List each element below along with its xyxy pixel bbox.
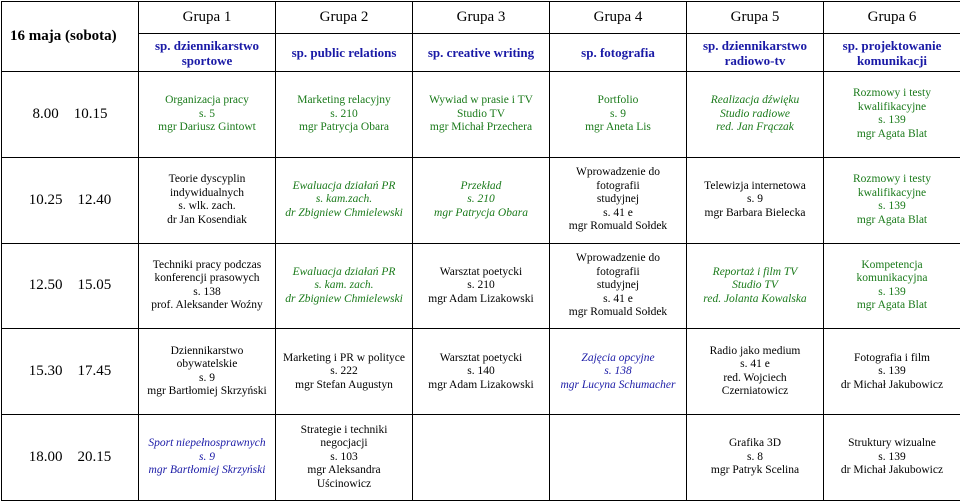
class-cell-group-1 (139, 72, 276, 158)
class-cell-line: red. Wojciech (691, 372, 819, 386)
class-cell-line: s. 9 (143, 451, 271, 465)
class-cell-line: mgr Adam Lizakowski (417, 293, 545, 307)
class-cell-line: mgr Patrycja Obara (417, 207, 545, 221)
class-cell-line: mgr Romuald Sołdek (554, 220, 682, 234)
specialization-line: sp. projektowanie (828, 38, 956, 53)
class-cell-line: s. 139 (828, 451, 956, 465)
class-cell-line: mgr Aneta Lis (554, 121, 682, 135)
class-cell-group-3 (413, 329, 550, 415)
class-cell-line: Sport niepełnosprawnych (143, 437, 271, 451)
class-cell-line: s. 139 (828, 286, 956, 300)
class-cell-line: Marketing relacyjny (280, 94, 408, 108)
time-slot-label: 15.30 17.45 (2, 329, 139, 415)
class-cell-line: Fotografia i film (828, 352, 956, 366)
class-cell-line: s. 41 e (554, 293, 682, 307)
class-cell-line: s. 138 (554, 365, 682, 379)
class-cell-line: s. 41 e (554, 207, 682, 221)
class-cell-line: s. 139 (828, 200, 956, 214)
class-cell-group-1 (139, 329, 276, 415)
class-cell-line: Kompetencja (828, 259, 956, 273)
class-cell-group-5 (687, 329, 824, 415)
time-slot-label: 12.50 15.05 (2, 243, 139, 329)
time-slot-row (2, 415, 960, 501)
class-cell-line: Dziennikarstwo (143, 345, 271, 359)
class-cell-line: mgr Bartłomiej Skrzyński (143, 464, 271, 478)
class-cell-line: mgr Patrycja Obara (280, 121, 408, 135)
class-cell-group-2 (276, 72, 413, 158)
group-6-header: Grupa 6 (824, 2, 960, 34)
specialization-line: sp. creative writing (417, 45, 545, 60)
group-4-specialization (550, 34, 687, 72)
class-cell-line: negocjacji (280, 437, 408, 451)
class-cell-line: s. 140 (417, 365, 545, 379)
group-2-specialization (276, 34, 413, 72)
time-slot-row (2, 72, 960, 158)
class-cell-line: s. 103 (280, 451, 408, 465)
specialization-line: sp. fotografia (554, 45, 682, 60)
class-cell-line: Struktury wizualne (828, 437, 956, 451)
class-cell-group-6 (824, 157, 960, 243)
class-cell-group-3 (413, 72, 550, 158)
group-5-specialization (687, 34, 824, 72)
class-cell-line: s. 8 (691, 451, 819, 465)
class-cell-line: Rozmowy i testy (828, 173, 956, 187)
class-cell-group-4 (550, 329, 687, 415)
class-cell-line: s. 9 (691, 193, 819, 207)
class-cell-line: s. kam. zach. (280, 279, 408, 293)
class-cell-line: s. wlk. zach. (143, 200, 271, 214)
class-cell-line: obywatelskie (143, 358, 271, 372)
class-cell-line: Studio TV (691, 279, 819, 293)
class-cell-line: Radio jako medium (691, 345, 819, 359)
class-cell-line: mgr Agata Blat (828, 128, 956, 142)
class-cell-line: Ewaluacja działań PR (280, 180, 408, 194)
class-cell-line: mgr Lucyna Schumacher (554, 379, 682, 393)
time-slot-row (2, 157, 960, 243)
class-cell-group-4 (550, 415, 687, 501)
schedule-body (2, 2, 960, 501)
class-cell-line: s. 41 e (691, 358, 819, 372)
class-cell-line: dr Michał Jakubowicz (828, 464, 956, 478)
class-cell-group-4 (550, 243, 687, 329)
class-cell-line: Wprowadzenie do fotografii (554, 252, 682, 279)
group-1-specialization (139, 34, 276, 72)
class-cell-line: Zajęcia opcyjne (554, 352, 682, 366)
time-slot-label: 10.25 12.40 (2, 157, 139, 243)
class-cell-line: s. kam.zach. (280, 193, 408, 207)
class-cell-group-2 (276, 243, 413, 329)
time-slot-label: 8.00 10.15 (2, 72, 139, 158)
class-cell-line: Warsztat poetycki (417, 352, 545, 366)
specialization-line: sportowe (143, 53, 271, 68)
class-cell-line: mgr Dariusz Gintowt (143, 121, 271, 135)
class-cell-group-5 (687, 72, 824, 158)
class-cell-line: Techniki pracy podczas (143, 259, 271, 273)
day-label: 16 maja (sobota) (2, 2, 139, 72)
group-1-header: Grupa 1 (139, 2, 276, 34)
class-cell-group-2 (276, 415, 413, 501)
group-3-header: Grupa 3 (413, 2, 550, 34)
specialization-line: komunikacji (828, 53, 956, 68)
schedule-sheet (1, 1, 959, 500)
class-cell-line: kwalifikacyjne (828, 101, 956, 115)
class-cell-line: Warsztat poetycki (417, 266, 545, 280)
class-cell-line: s. 139 (828, 114, 956, 128)
time-slot-row (2, 329, 960, 415)
class-cell-group-6 (824, 415, 960, 501)
class-cell-line: red. Jan Frączak (691, 121, 819, 135)
group-6-specialization (824, 34, 960, 72)
time-slot-label: 18.00 20.15 (2, 415, 139, 501)
specialization-line: sp. public relations (280, 45, 408, 60)
class-cell-line: s. 210 (280, 108, 408, 122)
group-3-specialization (413, 34, 550, 72)
class-cell-line: konferencji prasowych (143, 272, 271, 286)
class-cell-line: s. 222 (280, 365, 408, 379)
specialization-line: sp. dziennikarstwo (691, 38, 819, 53)
class-cell-line: s. 138 (143, 286, 271, 300)
class-cell-line: mgr Michał Przechera (417, 121, 545, 135)
class-cell-line: s. 139 (828, 365, 956, 379)
class-cell-group-4 (550, 72, 687, 158)
group-5-header: Grupa 5 (687, 2, 824, 34)
class-cell-line: Organizacja pracy (143, 94, 271, 108)
class-cell-line: Czerniatowicz (691, 385, 819, 399)
class-cell-line: komunikacyjna (828, 272, 956, 286)
class-cell-line: studyjnej (554, 193, 682, 207)
class-cell-line: mgr Bartłomiej Skrzyński (143, 385, 271, 399)
header-row-groups (2, 2, 960, 34)
class-cell-line: Teorie dyscyplin (143, 173, 271, 187)
class-cell-line: indywidualnych (143, 187, 271, 201)
class-cell-line: kwalifikacyjne (828, 187, 956, 201)
class-cell-group-2 (276, 157, 413, 243)
class-cell-line: mgr Aleksandra (280, 464, 408, 478)
class-cell-line: Telewizja internetowa (691, 180, 819, 194)
class-cell-line: dr Zbigniew Chmielewski (280, 293, 408, 307)
specialization-line: sp. dziennikarstwo (143, 38, 271, 53)
class-cell-line: mgr Barbara Bielecka (691, 207, 819, 221)
class-cell-line: studyjnej (554, 279, 682, 293)
class-cell-line: mgr Adam Lizakowski (417, 379, 545, 393)
class-cell-line: prof. Aleksander Woźny (143, 299, 271, 313)
class-cell-line: Rozmowy i testy (828, 87, 956, 101)
class-cell-line: Wprowadzenie do fotografii (554, 166, 682, 193)
group-4-header: Grupa 4 (550, 2, 687, 34)
class-cell-group-5 (687, 243, 824, 329)
class-cell-line: dr Zbigniew Chmielewski (280, 207, 408, 221)
schedule-table (1, 1, 960, 501)
class-cell-group-3 (413, 157, 550, 243)
class-cell-line: Uścinowicz (280, 478, 408, 492)
class-cell-group-1 (139, 243, 276, 329)
class-cell-line: Marketing i PR w polityce (280, 352, 408, 366)
class-cell-line: s. 9 (554, 108, 682, 122)
class-cell-line: mgr Agata Blat (828, 299, 956, 313)
class-cell-line: Strategie i techniki (280, 424, 408, 438)
class-cell-line: mgr Agata Blat (828, 214, 956, 228)
class-cell-group-5 (687, 157, 824, 243)
class-cell-line: Reportaż i film TV (691, 266, 819, 280)
class-cell-line: Wywiad w prasie i TV (417, 94, 545, 108)
class-cell-group-5 (687, 415, 824, 501)
time-slot-row (2, 243, 960, 329)
class-cell-line: Studio radiowe (691, 108, 819, 122)
class-cell-line: mgr Stefan Augustyn (280, 379, 408, 393)
class-cell-line: Grafika 3D (691, 437, 819, 451)
class-cell-line: dr Michał Jakubowicz (828, 379, 956, 393)
class-cell-line: Ewaluacja działań PR (280, 266, 408, 280)
class-cell-line: s. 9 (143, 372, 271, 386)
class-cell-group-6 (824, 72, 960, 158)
class-cell-line: dr Jan Kosendiak (143, 214, 271, 228)
class-cell-group-6 (824, 243, 960, 329)
class-cell-group-2 (276, 329, 413, 415)
class-cell-line: mgr Patryk Scelina (691, 464, 819, 478)
class-cell-group-1 (139, 157, 276, 243)
class-cell-line: s. 210 (417, 279, 545, 293)
class-cell-line: Przekład (417, 180, 545, 194)
class-cell-line: s. 210 (417, 193, 545, 207)
class-cell-group-1 (139, 415, 276, 501)
class-cell-group-6 (824, 329, 960, 415)
class-cell-line: red. Jolanta Kowalska (691, 293, 819, 307)
class-cell-line: s. 5 (143, 108, 271, 122)
specialization-line: radiowo-tv (691, 53, 819, 68)
class-cell-line: Portfolio (554, 94, 682, 108)
header-row-specializations (2, 34, 960, 72)
class-cell-group-3 (413, 415, 550, 501)
group-2-header: Grupa 2 (276, 2, 413, 34)
class-cell-group-3 (413, 243, 550, 329)
class-cell-line: Realizacja dźwięku (691, 94, 819, 108)
class-cell-line: mgr Romuald Sołdek (554, 306, 682, 320)
class-cell-line: Studio TV (417, 108, 545, 122)
class-cell-group-4 (550, 157, 687, 243)
